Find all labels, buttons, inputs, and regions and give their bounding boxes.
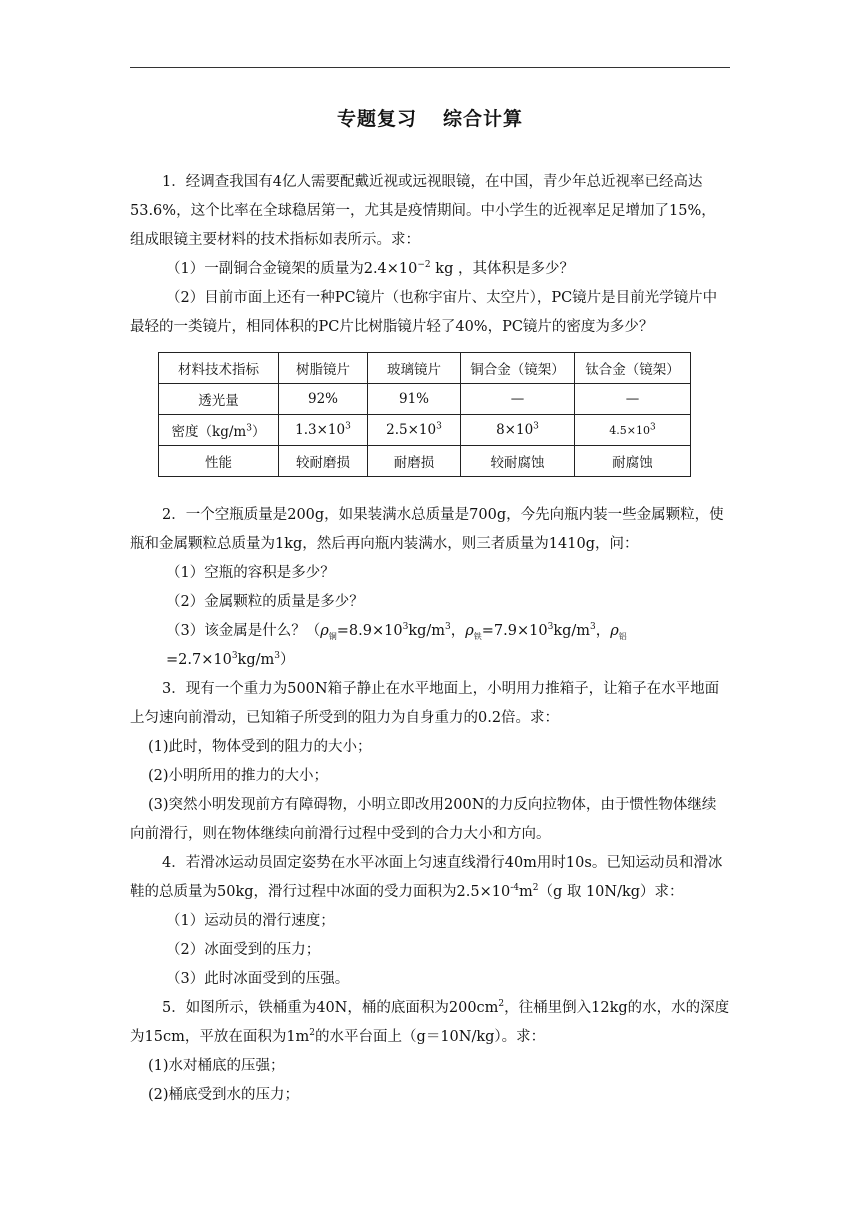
q4-sub1: （1）运动员的滑行速度； [166,913,335,929]
q2-sub2: （2）金属颗粒的质量是多少？ [166,594,364,610]
table-cell: 性能 [159,446,279,477]
table-cell: 92% [279,384,368,415]
title-part2: 综合计算 [443,108,524,130]
q2-sub3: （3）该金属是什么？（$\rho_铜=8.9\times 10^3kg/m^3$，$\rho_铁=7.9\times 10^3kg/m^3$，$\rho_铝=2.7\times 10^3kg/m^3$） [166,622,627,668]
table-header-row [159,353,691,384]
table-cell: 较耐腐蚀 [461,446,575,477]
q5-sub1: (1)水对桶底的压强； [148,1058,285,1074]
table-header-cell: 材料技术指标 [159,353,279,384]
table-header-cell: 钛合金（镜架） [575,353,691,384]
table-cell: 耐磨损 [368,446,461,477]
q2-intro: 2．一个空瓶质量是200g，如果装满水总质量是700g，今先向瓶内装一些金属颗粒，使瓶和金属颗粒总质量为1kg，然后再向瓶内装满水，则三者质量为1410g，问： [130,507,724,552]
table-cell: $4.5\times 10^3$ [575,415,691,446]
table-cell: — [575,384,691,415]
table-header-cell: 铜合金（镜架） [461,353,575,384]
q1-sub2: （2）目前市面上还有一种PC镜片（也称宇宙片、太空片），PC镜片是目前光学镜片中最轻的一类镜片，相同体积的PC片比树脂镜片轻了40%，PC镜片的密度为多少？ [130,290,718,335]
table-cell: 91% [368,384,461,415]
materials-table [158,352,691,477]
page-title [0,104,860,131]
q3-sub1: (1)此时，物体受到的阻力的大小； [148,739,372,755]
q3-intro: 3．现有一个重力为500N箱子静止在水平地面上，小明用力推箱子，让箱子在水平地面上匀速向前滑动，已知箱子所受到的阻力为自身重力的0.2倍。求： [130,681,720,726]
table-row [159,384,691,415]
table-cell: 耐腐蚀 [575,446,691,477]
q1-intro: 1．经调查我国有4亿人需要配戴近视或远视眼镜，在中国，青少年总近视率已经高达53.6%，这个比率在全球稳居第一，尤其是疫情期间。中小学生的近视率足足增加了15%，组成眼镜主要材料的技术指标如表所示。求： [130,174,716,248]
q3-sub2: (2)小明所用的推力的大小； [148,768,329,784]
q5-sub2: (2)桶底受到水的压力； [148,1087,300,1103]
table-cell: $2.5\times 10^3$ [368,415,461,446]
q1-sub1: （1）一副铜合金镜架的质量为$2.4\times 10^{-2}$ kg ，其体积是多少？ [166,260,574,277]
title-part1: 专题复习 [336,108,417,130]
table-cell: 透光量 [159,384,279,415]
q5-intro: 5．如图所示，铁桶重为40N，桶的底面积为$200cm^2$，往桶里倒入12kg的水，水的深度为15cm，平放在面积为$1m^2$的水平台面上（g＝10N/kg）。求： [130,999,730,1045]
q3-sub3: (3)突然小明发现前方有障碍物，小明立即改用200N的力反向拉物体，由于惯性物体继续向前滑行，则在物体继续向前滑行过程中受到的合力大小和方向。 [130,797,717,842]
document-body [130,168,730,1110]
table-cell: $8\times 10^3$ [461,415,575,446]
q2-sub1: （1）空瓶的容积是多少？ [166,565,335,581]
table-cell: — [461,384,575,415]
table-cell: 较耐磨损 [279,446,368,477]
q4-sub3: （3）此时冰面受到的压强。 [166,971,350,987]
table-row [159,446,691,477]
header-rule [130,67,730,68]
table-header-cell: 玻璃镜片 [368,353,461,384]
table-cell: 密度$(kg/m^3)$ [159,415,279,446]
table-header-cell: 树脂镜片 [279,353,368,384]
table-cell: $1.3\times 10^3$ [279,415,368,446]
q4-sub2: （2）冰面受到的压力； [166,942,321,958]
table-row [159,415,691,446]
q4-intro: 4．若滑冰运动员固定姿势在水平冰面上匀速直线滑行40m用时10s。已知运动员和滑冰鞋的总质量为50kg，滑行过程中冰面的受力面积为$2.5\times 10^{-4}m^2(g$ 取 10N/kg）求： [130,855,723,900]
